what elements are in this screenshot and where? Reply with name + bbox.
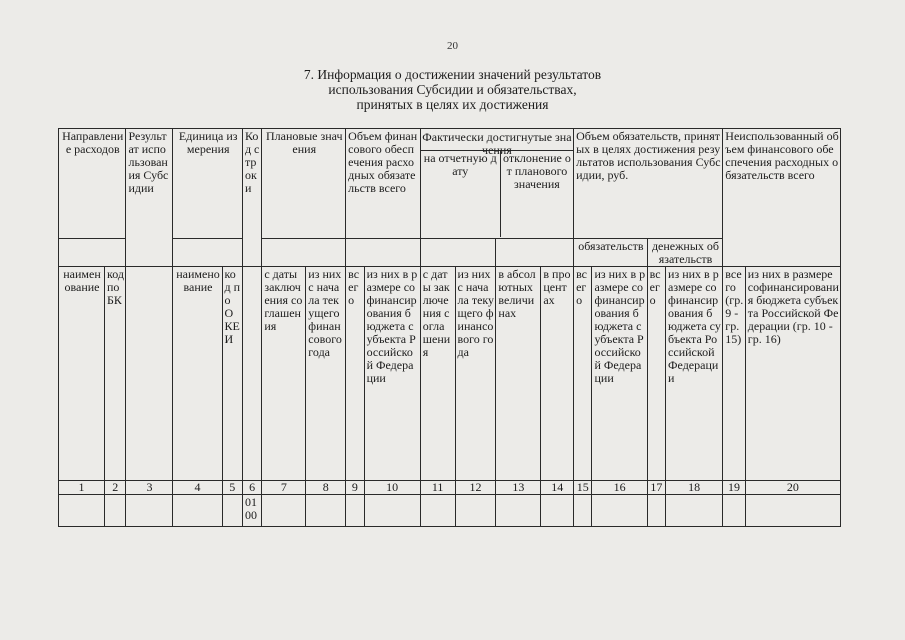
header-actual [420, 129, 573, 239]
column-number: 19 [723, 481, 745, 495]
subheader-planned-since-start: из них с начала текущего финансового года [306, 267, 346, 481]
header-on-date-blank [420, 239, 496, 267]
cell-money-total [647, 495, 665, 527]
subheader-unit-name: наименование [173, 267, 222, 481]
header-planned: Плановые значения [262, 129, 346, 239]
column-number: 7 [262, 481, 306, 495]
subheader-obl-cofin: из них в размере софинансирования бюджета субъекта Российской Федерации [592, 267, 647, 481]
subheader-money-cofin: из них в размере софинансирования бюджета субъекта Российской Федерации [666, 267, 723, 481]
column-number: 11 [420, 481, 455, 495]
header-obligations: обязательств [574, 239, 648, 267]
cell-actual-since-start [455, 495, 496, 527]
column-number: 2 [104, 481, 125, 495]
header-financing-blank [346, 239, 421, 267]
cell-unused-cofin [745, 495, 840, 527]
subheader-dir-code: код по БК [104, 267, 125, 481]
subheader-planned-from-date: с даты заключения соглашения [262, 267, 306, 481]
title-line-3: принятых в целях их достижения [356, 97, 549, 112]
column-number: 18 [666, 481, 723, 495]
column-number: 9 [346, 481, 364, 495]
column-number: 16 [592, 481, 647, 495]
subheader-money-total: всего [647, 267, 665, 481]
column-number: 12 [455, 481, 496, 495]
subheader-fin-total: всего [346, 267, 364, 481]
header-directions: Направление расходов [59, 129, 126, 239]
header-actual-deviation: отклонение от планового значения [503, 151, 571, 191]
header-financing-volume: Объем финансового обеспечения расходных обязательств всего [346, 129, 421, 239]
cell-planned-since-start [306, 495, 346, 527]
subheader-actual-since-start: из них с начала текущего финансового года [455, 267, 496, 481]
column-number: 4 [173, 481, 222, 495]
column-number: 3 [126, 481, 173, 495]
subheader-dev-percent: в процентах [541, 267, 574, 481]
header-planned-blank [262, 239, 346, 267]
column-number: 6 [242, 481, 261, 495]
cell-dir-code [104, 495, 125, 527]
subheader-row-code-blank [242, 267, 261, 481]
header-unused-volume: Неиспользованный объем финансового обеспечения расходных обязательств всего [723, 129, 841, 267]
cell-unused-total [723, 495, 745, 527]
page-number: 20 [447, 40, 458, 52]
cell-actual-from-date [420, 495, 455, 527]
column-number: 17 [647, 481, 665, 495]
subheader-unit-code: код по ОКЕИ [222, 267, 242, 481]
subheader-unused-cofin: из них в размере софинансирования бюджета субъекта Российской Федерации (гр. 10 - гр. 16) [745, 267, 840, 481]
cell-obl-cofin [592, 495, 647, 527]
column-number: 15 [574, 481, 592, 495]
subheader-fin-cofin: из них в размере софинансирования бюджета субъекта Российской Федерации [364, 267, 420, 481]
cell-result [126, 495, 173, 527]
header-row-code: Код строки [242, 129, 261, 267]
column-number: 20 [745, 481, 840, 495]
header-directions-blank [59, 239, 126, 267]
header-money-obligations: денежных обязательств [647, 239, 723, 267]
cell-dir-name [59, 495, 105, 527]
title-line-1: 7. Информация о достижении значений результатов [303, 67, 602, 82]
header-obligations-volume: Объем обязательств, принятых в целях достижения результатов использования Субсидии, руб. [574, 129, 723, 239]
subheader-dir-name: наименование [59, 267, 105, 481]
column-number: 1 [59, 481, 105, 495]
header-unit-blank [173, 239, 242, 267]
table-row [59, 495, 841, 527]
header-unit: Единица измерения [173, 129, 242, 239]
header-actual-title: Фактически достигнутые значения [422, 130, 572, 157]
cell-fin-cofin [364, 495, 420, 527]
section-title [0, 67, 905, 112]
cell-row-code: 0100 [242, 495, 261, 527]
cell-obl-total [574, 495, 592, 527]
cell-unit-name [173, 495, 222, 527]
subheader-actual-from-date: с даты заключения соглашения [420, 267, 455, 481]
column-number: 10 [364, 481, 420, 495]
cell-planned-from-date [262, 495, 306, 527]
cell-money-cofin [666, 495, 723, 527]
subheader-dev-absolute: в абсолютных величинах [496, 267, 541, 481]
column-number: 8 [306, 481, 346, 495]
column-number: 5 [222, 481, 242, 495]
cell-fin-total [346, 495, 364, 527]
cell-dev-percent [541, 495, 574, 527]
subheader-unused-total: всего (гр. 9 - гр. 15) [723, 267, 745, 481]
header-result: Результат использования Субсидии [126, 129, 173, 267]
cell-dev-absolute [496, 495, 541, 527]
column-number: 13 [496, 481, 541, 495]
cell-unit-code [222, 495, 242, 527]
report-table [58, 128, 841, 527]
subheader-result-blank [126, 267, 173, 481]
header-deviation-blank [496, 239, 574, 267]
subheader-obl-total: всего [574, 267, 592, 481]
header-actual-on-date: на отчетную дату [421, 151, 501, 237]
title-line-2: использования Субсидии и обязательствах, [328, 82, 577, 97]
column-number: 14 [541, 481, 574, 495]
